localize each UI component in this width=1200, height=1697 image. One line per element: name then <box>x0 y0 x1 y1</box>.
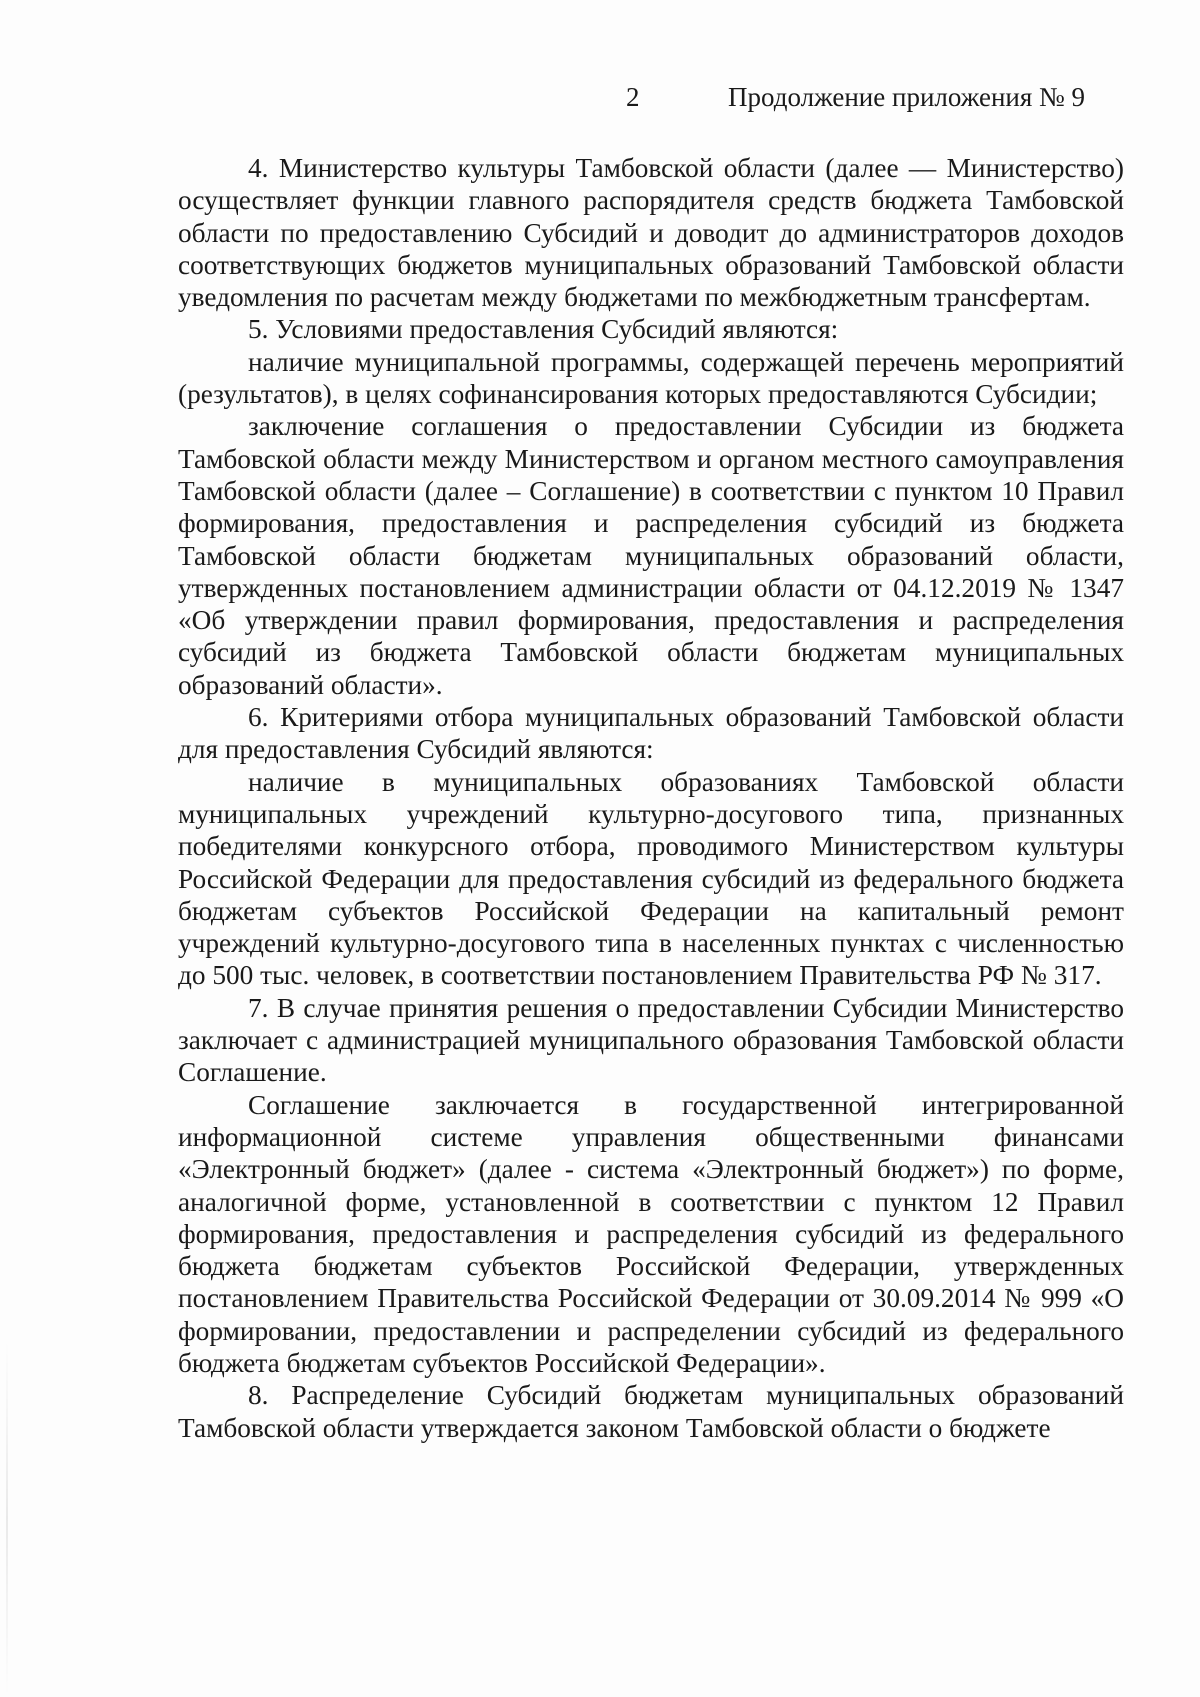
paragraph-4-ministry-functions: 4. Министерство культуры Тамбовской области (далее — Министерство) осуществляет функции главного распорядителя средств бюджета Тамбовской области по предоставлению Субсидий и доводит до администраторов доходов соответствующих бюджетов муниципальных образований Тамбовской области уведомления по расчетам между бюджетами по межбюджетным трансфертам. <box>178 153 1124 313</box>
condition-agreement: заключение соглашения о предоставлении Субсидии из бюджета Тамбовской области между Министерством и органом местного самоуправления Тамбовской области (далее – Соглашение) в соответствии с пунктом 10 Правил формирования, предоставления и распределения субсидий из бюджета Тамбовской области бюджетам муниципальных образований области, утвержденных постановлением администрации области от 04.12.2019 № 1347 «Об утверждении правил формирования, предоставления и распределения субсидий из бюджета Тамбовской области бюджетам муниципальных образований области». <box>178 411 1124 700</box>
criterion-cultural-institutions: наличие в муниципальных образованиях Тамбовской области муниципальных учреждений культурно-досугового типа, признанных победителями конкурсного отбора, проводимого Министерством культуры Российской Федерации для предоставления субсидий из федерального бюджета бюджетам субъектов Российской Федерации на капитальный ремонт учреждений культурно-досугового типа в населенных пунктах с численностью до 500 тыс. человек, в соответствии постановлением Правительства РФ № 317. <box>178 766 1124 991</box>
paragraph-6-selection-criteria: 6. Критериями отбора муниципальных образований Тамбовской области для предоставления Субсидий являются: <box>178 702 1124 765</box>
paragraph-8-distribution: 8. Распределение Субсидий бюджетам муниципальных образований Тамбовской области утверждается законом Тамбовской области о бюджете <box>178 1380 1124 1443</box>
page-number: 2 <box>626 82 640 112</box>
page-header <box>0 78 1200 118</box>
document-body <box>178 152 1124 1444</box>
paragraph-7-decision: 7. В случае принятия решения о предоставлении Субсидии Министерство заключает с администрацией муниципального образования Тамбовской области Соглашение. <box>178 992 1124 1088</box>
agreement-electronic-budget: Соглашение заключается в государственной интегрированной информационной системе управления общественными финансами «Электронный бюджет» (далее - система «Электронный бюджет») по форме, аналогичной форме, установленной в соответствии с пунктом 12 Правил формирования, предоставления и распределения субсидий из федерального бюджета бюджетам субъектов Российской Федерации, утвержденных постановлением Правительства Российской Федерации от 30.09.2014 № 999 «О формировании, предоставлении и распределении субсидий из федерального бюджета бюджетам субъектов Российской Федерации». <box>178 1089 1124 1378</box>
paragraph-5-conditions-heading: 5. Условиями предоставления Субсидий являются: <box>248 314 839 345</box>
scan-edge-shadow <box>6 1340 8 1697</box>
condition-municipal-program: наличие муниципальной программы, содержащей перечень мероприятий (результатов), в целях софинансирования которых предоставляются Субсидии; <box>178 346 1124 410</box>
appendix-continuation-label: Продолжение приложения № 9 <box>728 82 1086 112</box>
